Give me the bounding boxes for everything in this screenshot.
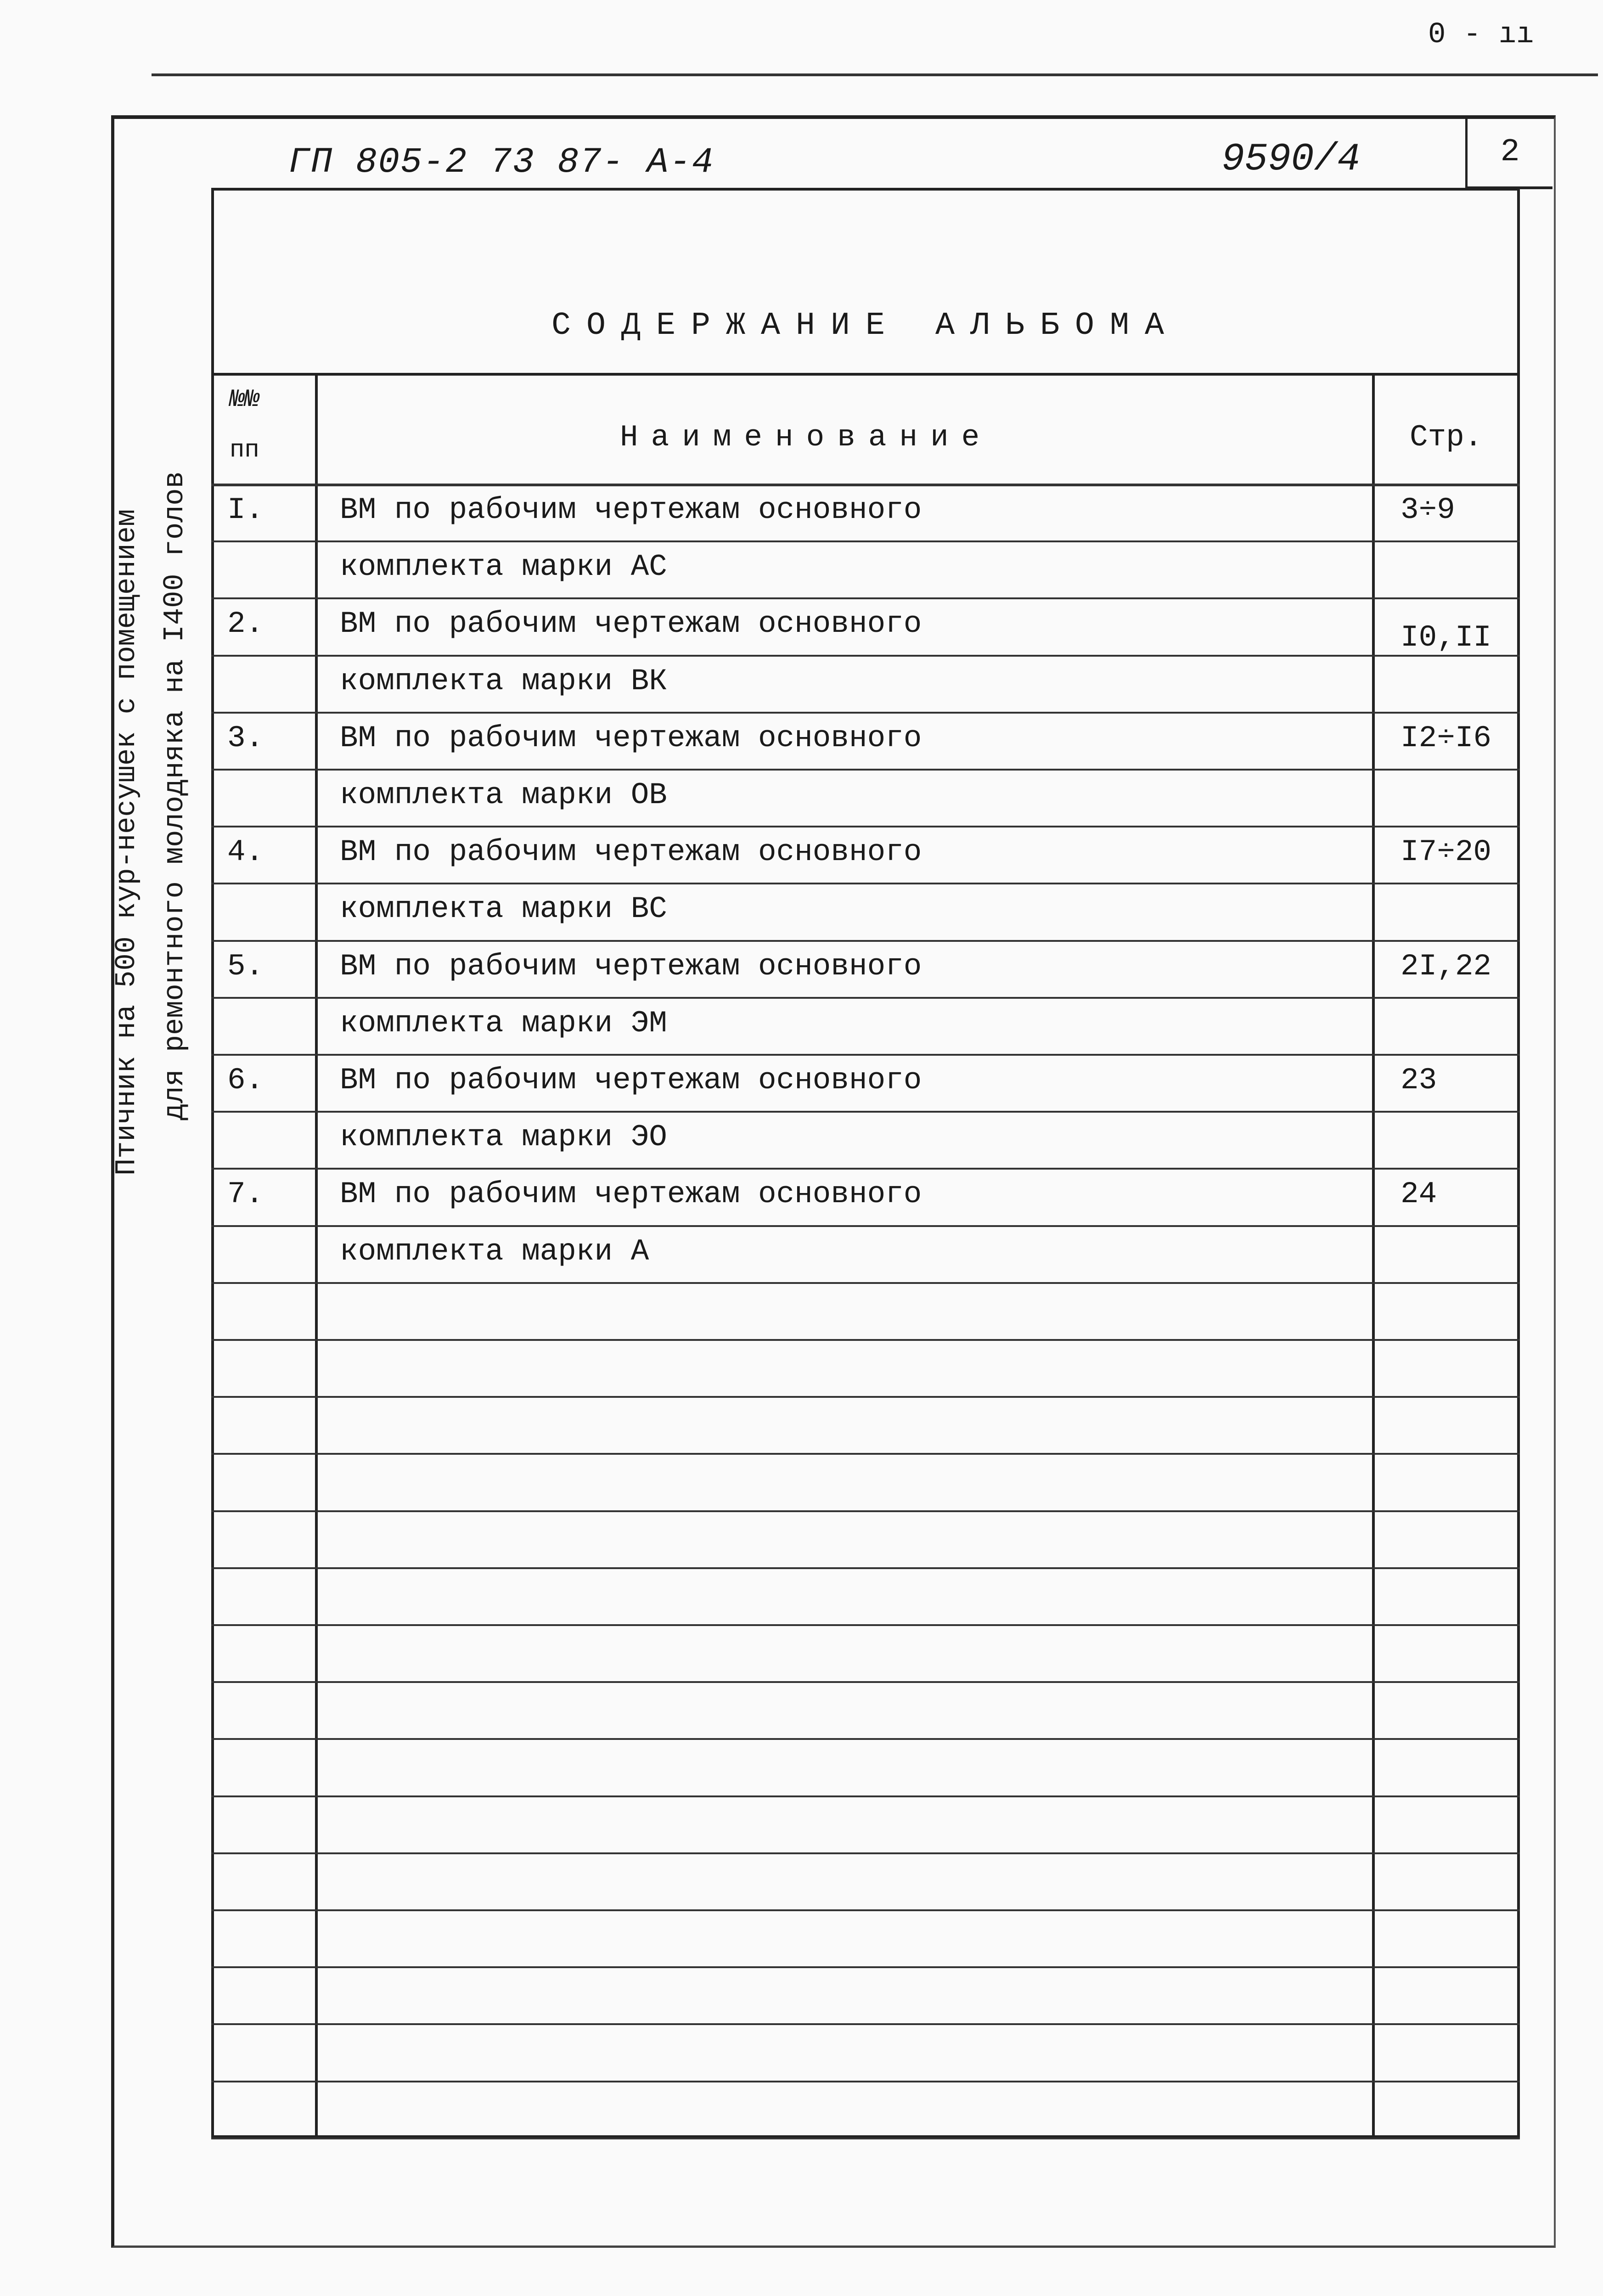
column-divider-page [1372, 374, 1375, 2138]
row-line [211, 2023, 1520, 2025]
row-line [211, 1909, 1520, 1911]
item-name-line2: комплекта марки ЭО [340, 1120, 667, 1155]
side-title-line1: Птичник на 500 кур-несушек с помещением [110, 509, 143, 1176]
row-line [211, 1054, 1520, 1056]
item-pages: 24 [1401, 1177, 1437, 1212]
item-name-line2: комплекта марки А [340, 1234, 649, 1269]
item-number: 7. [227, 1177, 264, 1212]
item-number: 3. [227, 720, 264, 755]
item-name-line2: комплекта марки ОВ [340, 778, 667, 812]
item-pages: I2÷I6 [1401, 720, 1492, 755]
header-name: Наименование [620, 420, 993, 455]
item-number: I. [227, 493, 264, 527]
item-name-line1: ВМ по рабочим чертежам основного [340, 493, 922, 527]
page-number-box [1465, 118, 1552, 189]
row-line [211, 997, 1520, 999]
top-border-line [152, 73, 1598, 76]
row-line [211, 1738, 1520, 1740]
row-line [211, 826, 1520, 827]
item-number: 4. [227, 835, 264, 870]
column-divider-num [315, 374, 318, 2138]
row-line [211, 1624, 1520, 1626]
item-number: 5. [227, 949, 264, 984]
row-line [211, 940, 1520, 942]
item-name-line1: ВМ по рабочим чертежам основного [340, 1177, 922, 1212]
row-line [211, 769, 1520, 771]
corner-mark: 0 - ıı [1428, 18, 1534, 51]
item-name-line2: комплекта марки ЭМ [340, 1006, 667, 1041]
item-name-line1: ВМ по рабочим чертежам основного [340, 1063, 922, 1097]
header-num-line1: №№ [230, 386, 259, 414]
row-line [211, 883, 1520, 884]
row-line [211, 1453, 1520, 1455]
row-line [211, 1795, 1520, 1797]
row-line [211, 1681, 1520, 1683]
row-line [211, 655, 1520, 657]
item-number: 6. [227, 1063, 264, 1097]
header-page: Стр. [1410, 420, 1483, 455]
item-pages: I0,II [1401, 620, 1492, 655]
row-line [211, 597, 1520, 599]
row-line [211, 1282, 1520, 1284]
header-num-line2: пп [230, 436, 259, 464]
row-line [211, 1225, 1520, 1227]
row-line [211, 1966, 1520, 1968]
row-line [211, 1567, 1520, 1569]
item-name-line2: комплекта марки АС [340, 550, 667, 585]
row-line [211, 1111, 1520, 1113]
document-code: ГП 805-2 73 87- А-4 [288, 142, 714, 183]
item-pages: 23 [1401, 1063, 1437, 1097]
row-line [211, 484, 1520, 486]
side-title-line2: для ремонтного молодняка на I400 голов [158, 471, 191, 1120]
item-name-line1: ВМ по рабочим чертежам основного [340, 949, 922, 984]
item-number: 2. [227, 607, 264, 642]
item-name-line2: комплекта марки ВК [340, 664, 667, 698]
row-line [211, 2081, 1520, 2082]
item-pages: I7÷20 [1401, 835, 1492, 870]
row-line [211, 1339, 1520, 1341]
row-line [211, 1510, 1520, 1512]
title-divider [211, 373, 1520, 376]
row-line [211, 1852, 1520, 1854]
row-line [211, 540, 1520, 542]
row-line [211, 1168, 1520, 1170]
table-title: СОДЕРЖАНИЕ АЛЬБОМА [551, 308, 1180, 344]
item-pages: 3÷9 [1401, 493, 1455, 527]
item-name-line1: ВМ по рабочим чертежам основного [340, 720, 922, 755]
inventory-number: 9590/4 [1221, 138, 1361, 181]
row-line [211, 712, 1520, 714]
item-name-line1: ВМ по рабочим чертежам основного [340, 607, 922, 642]
contents-table [211, 188, 1520, 2138]
item-name-line1: ВМ по рабочим чертежам основного [340, 835, 922, 870]
item-pages: 2I,22 [1401, 949, 1492, 984]
row-line [211, 2138, 1520, 2139]
row-line [211, 1396, 1520, 1398]
page-number: 2 [1500, 134, 1520, 170]
item-name-line2: комплекта марки ВС [340, 892, 667, 927]
